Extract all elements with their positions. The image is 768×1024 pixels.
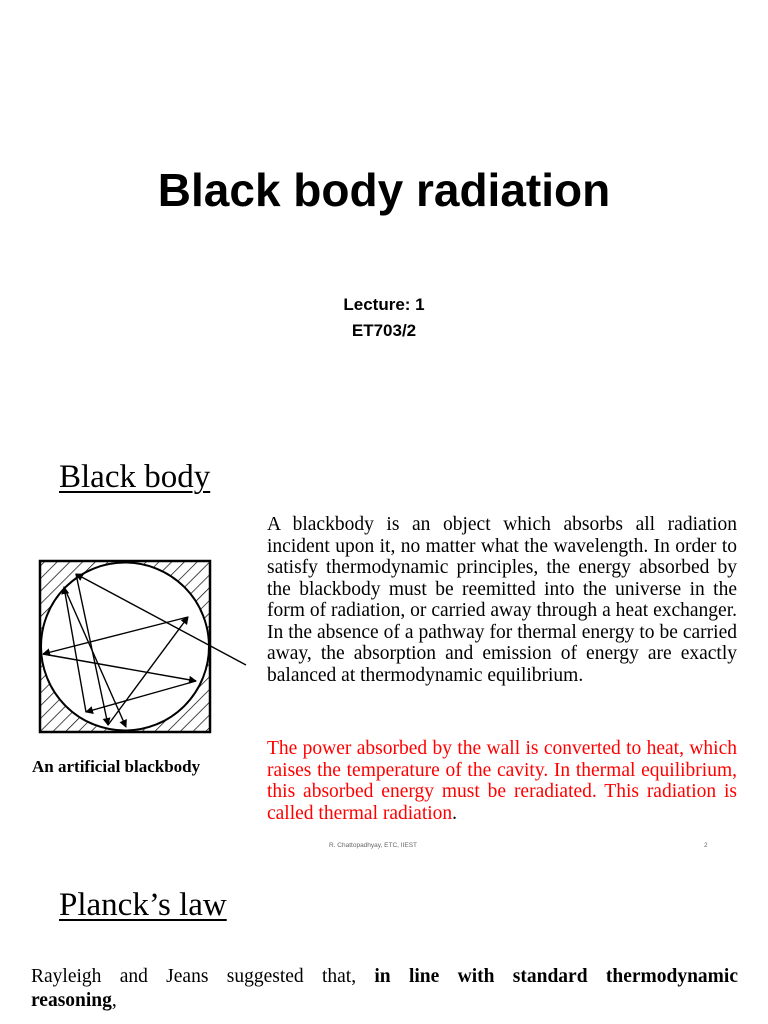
thermal-radiation-text: The power absorbed by the wall is converted to heat, which raises the temperature of the cavity. In thermal equilibrium, this absorbed energy must be reradiated. This radiation is called thermal radiation bbox=[267, 738, 737, 824]
section-heading-black-body: Black body bbox=[59, 459, 211, 495]
planck-paragraph-line1 bbox=[31, 965, 738, 989]
footer-author: R. Chattopadhyay, ETC, IIEST bbox=[329, 842, 418, 849]
lecture-number: Lecture: 1 bbox=[343, 295, 425, 314]
planck-text-end: , bbox=[111, 990, 117, 1011]
planck-paragraph-line2 bbox=[31, 989, 738, 1013]
lecture-info bbox=[0, 292, 768, 344]
blackbody-definition-paragraph: A blackbody is an object which absorbs all radiation incident upon it, no matter what the wavelength. In order to satisfy thermodynamic principles, the energy absorbed by the blackbody must be reemitted into the universe in the form of radiation, or carried away through a heat exchanger. In the absence of a pathway for thermal energy to be carried away, the absorption and emission of energy are exactly balanced at thermodynamic equilibrium. bbox=[267, 514, 737, 686]
footer-page-number: 2 bbox=[704, 842, 708, 849]
page-title: Black body radiation bbox=[157, 164, 611, 216]
cavity-interior bbox=[41, 563, 209, 731]
planck-text-start: Rayleigh and Jeans suggested that, bbox=[31, 966, 375, 987]
course-code: ET703/2 bbox=[351, 321, 417, 340]
blackbody-cavity-figure bbox=[36, 557, 251, 737]
section-heading-plancks-law: Planck’s law bbox=[59, 887, 227, 923]
figure-caption: An artificial blackbody bbox=[32, 757, 201, 776]
planck-text-bold: in line with standard thermodynamic bbox=[374, 966, 738, 987]
planck-text-bold-2: reasoning bbox=[31, 990, 112, 1011]
paragraph-period: . bbox=[452, 802, 458, 824]
thermal-radiation-paragraph bbox=[267, 738, 737, 824]
